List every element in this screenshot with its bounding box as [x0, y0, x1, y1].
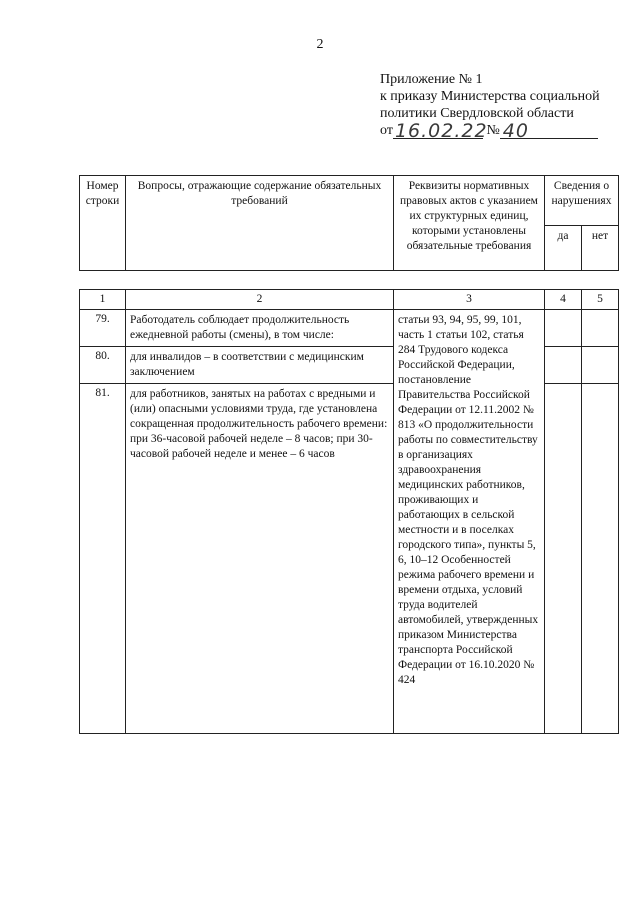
row-number: 81.	[80, 384, 126, 734]
number-field	[500, 120, 598, 142]
row-question: для инвалидов – в соответствии с медицинским заключением	[126, 347, 394, 384]
header-row-number: Номер строки	[80, 176, 126, 271]
requirements-table	[79, 289, 619, 734]
yes-cell[interactable]	[545, 347, 582, 384]
page-number: 2	[316, 37, 324, 52]
date-field	[393, 120, 488, 142]
column-number: 1	[80, 290, 126, 310]
number-label: №	[486, 123, 500, 138]
yes-cell[interactable]	[545, 310, 582, 347]
appendix-title: Приложение № 1	[380, 72, 483, 87]
column-number: 4	[545, 290, 582, 310]
appendix-date-number-line	[380, 120, 600, 142]
column-number: 3	[394, 290, 545, 310]
appendix-ministry: политики Свердловской области	[380, 106, 574, 121]
yes-cell[interactable]	[545, 384, 582, 734]
header-requirements: Реквизиты нормативных правовых актов с указанием их структурных единиц, которыми установлены обязательные требования	[394, 176, 545, 271]
appendix-heading	[380, 71, 600, 142]
row-number: 79.	[80, 310, 126, 347]
header-questions: Вопросы, отражающие содержание обязательных требований	[126, 176, 394, 271]
column-number: 5	[582, 290, 619, 310]
header-no: нет	[582, 226, 619, 271]
requirements-reference: статьи 93, 94, 95, 99, 101, часть 1 статьи 102, статья 284 Трудового кодекса Российской Федерации, постановление Правительства Российской Федерации от 12.11.2002 № 813 «О продолжительности работы по совместительству в организациях здравоохранения медицинских работников, проживающих и работающих в сельской местности и в поселках городского типа», пункты 5, 6, 10–12 Особенностей режима рабочего времени и времени отдыха, условий труда водителей автомобилей, утвержденных приказом Министерства транспорта Российской Федерации от 16.10.2020 № 424	[394, 310, 545, 734]
no-cell[interactable]	[582, 347, 619, 384]
header-yes: да	[545, 226, 582, 271]
handwritten-number: 40	[502, 120, 529, 142]
row-number: 80.	[80, 347, 126, 384]
handwritten-date: 16.02.22	[394, 120, 488, 142]
appendix-order-ref: к приказу Министерства социальной	[380, 89, 600, 104]
no-cell[interactable]	[582, 384, 619, 734]
from-label: от	[380, 123, 393, 138]
column-number-row	[80, 290, 619, 310]
table-row	[80, 310, 619, 347]
header-violations: Сведения о нарушениях	[545, 176, 619, 226]
row-question: для работников, занятых на работах с вредными и (или) опасными условиями труда, где установлена сокращенная продолжительность рабочего времени: при 36-часовой рабочей неделе – 8 часов; при 30-часовой рабочей неделе и менее – 6 часов	[126, 384, 394, 734]
header-table	[79, 175, 619, 271]
column-number: 2	[126, 290, 394, 310]
no-cell[interactable]	[582, 310, 619, 347]
row-question: Работодатель соблюдает продолжительность ежедневной работы (смены), в том числе:	[126, 310, 394, 347]
